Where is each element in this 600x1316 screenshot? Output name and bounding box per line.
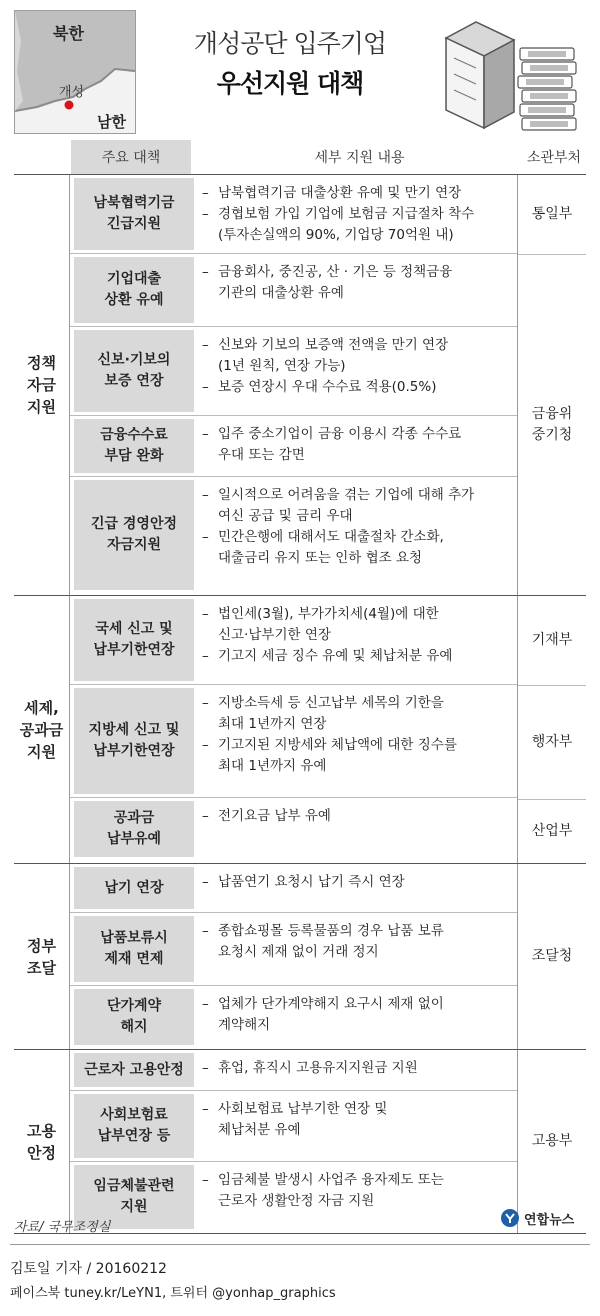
category-label: 정부 조달 — [27, 936, 56, 977]
detail-bullet — [202, 424, 511, 466]
dash-bullet-icon: – — [202, 1172, 209, 1188]
reporter-credit: 김토일 기자 / 20160212 — [10, 1261, 167, 1277]
detail-bullet — [202, 921, 511, 963]
table-row — [70, 416, 517, 477]
department-column — [517, 1050, 586, 1233]
dash-bullet-icon: – — [202, 874, 209, 890]
detail-text: 사회보험료 납부기한 연장 및 체납처분 유예 — [218, 1101, 388, 1138]
detail-cell — [194, 798, 517, 860]
detail-text: 지방소득세 등 신고납부 세목의 기한을 최대 1년까지 연장 — [218, 695, 444, 732]
dash-bullet-icon: – — [202, 923, 209, 939]
header-department: 소관부처 — [526, 150, 582, 166]
title-line-2: 우선지원 대책 — [216, 69, 364, 98]
category-body — [69, 175, 586, 595]
detail-bullet — [202, 335, 511, 377]
category-label: 세제, 공과금 지원 — [19, 698, 64, 761]
main-measure-cell: 국세 신고 및 납부기한연장 — [74, 599, 194, 681]
detail-text: 납품연기 요청시 납기 즉시 연장 — [218, 874, 405, 890]
department-cell: 금융위 중기청 — [531, 406, 573, 443]
department-cell: 기재부 — [518, 596, 586, 686]
table-row — [70, 175, 517, 254]
gaeseong-marker — [65, 101, 74, 110]
department-column — [517, 864, 586, 1049]
detail-bullet — [202, 377, 511, 398]
detail-cell — [194, 864, 517, 912]
main-measure-cell: 단가계약 해지 — [74, 989, 194, 1045]
dash-bullet-icon: – — [202, 737, 209, 753]
source-note: 자료/ 국무조정실 — [14, 1220, 111, 1235]
detail-bullet — [202, 872, 511, 893]
title-line-1: 개성공단 입주기업 — [193, 29, 387, 58]
detail-text: 종합쇼핑몰 등록물품의 경우 납품 보류 요청시 제재 없이 거래 정지 — [218, 923, 444, 960]
main-measure-cell: 신보·기보의 보증 연장 — [74, 330, 194, 412]
main-measure-cell: 공과금 납부유예 — [74, 801, 194, 857]
detail-cell — [194, 1091, 517, 1161]
detail-text: 민간은행에 대해서도 대출절차 간소화, 대출금리 유지 또는 인하 협조 요청 — [218, 529, 444, 566]
main-measure-cell: 기업대출 상환 유예 — [74, 257, 194, 323]
header — [0, 0, 600, 140]
category-group — [14, 595, 586, 863]
department-column — [517, 596, 586, 863]
department-column — [517, 175, 586, 595]
detail-bullet — [202, 183, 511, 204]
dash-bullet-icon: – — [202, 185, 209, 201]
yonhap-logo — [500, 1208, 574, 1228]
map-label-north: 북한 — [53, 24, 84, 43]
department-cell: 산업부 — [531, 823, 573, 839]
detail-bullet — [202, 994, 511, 1036]
category-group — [14, 863, 586, 1049]
detail-text: 휴업, 휴직시 고용유지지원금 지원 — [218, 1060, 418, 1076]
detail-text: 임금체불 발생시 사업주 융자제도 또는 근로자 생활안정 자금 지원 — [218, 1172, 444, 1209]
table-row — [70, 1050, 517, 1091]
detail-text: 법인세(3월), 부가가치세(4월)에 대한 신고·납부기한 연장 — [218, 606, 439, 643]
main-measure-cell: 근로자 고용안정 — [74, 1053, 194, 1087]
detail-text: 기고지 세금 징수 유예 및 체납처분 유예 — [218, 648, 453, 664]
header-main-measures: 주요 대책 — [71, 140, 191, 174]
table-row — [70, 986, 517, 1048]
department-cell: 통일부 — [518, 175, 586, 255]
dash-bullet-icon: – — [202, 379, 209, 395]
measure-rows — [70, 1050, 517, 1233]
dash-bullet-icon: – — [202, 996, 209, 1012]
category-group — [14, 1049, 586, 1234]
map-label-city: 개성 — [59, 85, 85, 100]
map-label-south: 남한 — [97, 113, 126, 131]
detail-text: 업체가 단가계약해지 요구시 제재 없이 계약해지 — [218, 996, 444, 1033]
detail-bullet — [202, 604, 511, 646]
detail-bullet — [202, 204, 511, 246]
measure-rows — [70, 175, 517, 595]
detail-text: 남북협력기금 대출상환 유예 및 만기 연장 — [218, 185, 462, 201]
category-body — [69, 596, 586, 863]
detail-bullet — [202, 806, 511, 827]
detail-text: 기고지된 지방세와 체납액에 대한 징수를 최대 1년까지 유예 — [218, 737, 457, 774]
table-body — [14, 174, 586, 1234]
table-row — [70, 1091, 517, 1162]
detail-cell — [194, 416, 517, 476]
detail-bullet — [202, 735, 511, 777]
main-measure-cell: 납품보류시 제재 면제 — [74, 916, 194, 982]
dash-bullet-icon: – — [202, 695, 209, 711]
detail-text: 보증 연장시 우대 수수료 적용(0.5%) — [218, 379, 437, 395]
dash-bullet-icon: – — [202, 487, 209, 503]
table-row — [70, 596, 517, 685]
table-row — [70, 477, 517, 593]
dash-bullet-icon: – — [202, 808, 209, 824]
yonhap-logo-icon — [500, 1208, 520, 1228]
table-header — [14, 140, 586, 174]
table-row — [70, 798, 517, 860]
dash-bullet-icon: – — [202, 1101, 209, 1117]
detail-bullet — [202, 1058, 511, 1079]
table-row — [70, 913, 517, 986]
detail-cell — [194, 477, 517, 593]
detail-text: 입주 중소기업이 금융 이용시 각종 수수료 우대 또는 감면 — [218, 426, 462, 463]
detail-cell — [194, 685, 517, 797]
main-measure-cell: 긴급 경영안정 자금지원 — [74, 480, 194, 590]
dash-bullet-icon: – — [202, 206, 209, 222]
table-row — [70, 327, 517, 416]
measure-rows — [70, 596, 517, 863]
detail-bullet — [202, 693, 511, 735]
main-measure-cell: 사회보험료 납부연장 등 — [74, 1094, 194, 1158]
measure-rows — [70, 864, 517, 1049]
category-group — [14, 174, 586, 595]
detail-bullet — [202, 485, 511, 527]
main-measure-cell: 금융수수료 부담 완화 — [74, 419, 194, 473]
sns-links: 페이스북 tuney.kr/LeYN1, 트위터 @yonhap_graphics — [10, 1286, 336, 1301]
main-measure-cell: 납기 연장 — [74, 867, 194, 909]
category-label: 고용 안정 — [27, 1121, 56, 1162]
dash-bullet-icon: – — [202, 606, 209, 622]
table-row — [70, 1162, 517, 1232]
dash-bullet-icon: – — [202, 648, 209, 664]
dash-bullet-icon: – — [202, 426, 209, 442]
dash-bullet-icon: – — [202, 1060, 209, 1076]
department-cell: 행자부 — [518, 686, 586, 800]
detail-cell — [194, 327, 517, 415]
detail-cell — [194, 175, 517, 253]
category-body — [69, 864, 586, 1049]
table-row — [70, 685, 517, 798]
dash-bullet-icon: – — [202, 264, 209, 280]
detail-cell — [194, 254, 517, 326]
table-row — [70, 864, 517, 913]
logo-text: 연합뉴스 — [524, 1212, 575, 1228]
detail-cell — [194, 1162, 517, 1232]
detail-bullet — [202, 1099, 511, 1141]
footer-divider — [10, 1244, 590, 1245]
header-detail-content: 세부 지원 내용 — [314, 150, 405, 166]
detail-bullet — [202, 646, 511, 667]
main-measure-cell: 남북협력기금 긴급지원 — [74, 178, 194, 250]
building-icon — [436, 8, 586, 136]
main-measure-cell: 임금체불관련 지원 — [74, 1165, 194, 1229]
detail-cell — [194, 596, 517, 684]
detail-text: 금융회사, 중진공, 산 · 기은 등 정책금융 기관의 대출상환 유예 — [218, 264, 453, 301]
detail-text: 전기요금 납부 유예 — [218, 808, 331, 824]
main-measure-cell: 지방세 신고 및 납부기한연장 — [74, 688, 194, 794]
detail-cell — [194, 1050, 517, 1090]
department-cell: 조달청 — [531, 948, 573, 964]
detail-text: 일시적으로 어려움을 겪는 기업에 대해 추가 여신 공급 및 금리 우대 — [218, 487, 475, 524]
detail-cell — [194, 986, 517, 1048]
detail-cell — [194, 913, 517, 985]
detail-bullet — [202, 262, 511, 304]
dash-bullet-icon: – — [202, 529, 209, 545]
korea-map — [14, 10, 136, 134]
category-body — [69, 1050, 586, 1233]
category-label: 정책 자금 지원 — [27, 354, 56, 416]
dash-bullet-icon: – — [202, 337, 209, 353]
department-cell: 고용부 — [531, 1133, 573, 1149]
detail-bullet — [202, 1170, 511, 1212]
table-row — [70, 254, 517, 327]
detail-bullet — [202, 527, 511, 569]
detail-text: 경협보험 가입 기업에 보험금 지급절차 착수 (투자손실액의 90%, 기업당 70억원 내) — [218, 206, 475, 243]
support-measures-table — [14, 140, 586, 1234]
detail-text: 신보와 기보의 보증액 전액을 만기 연장 (1년 원칙, 연장 가능) — [218, 337, 449, 374]
